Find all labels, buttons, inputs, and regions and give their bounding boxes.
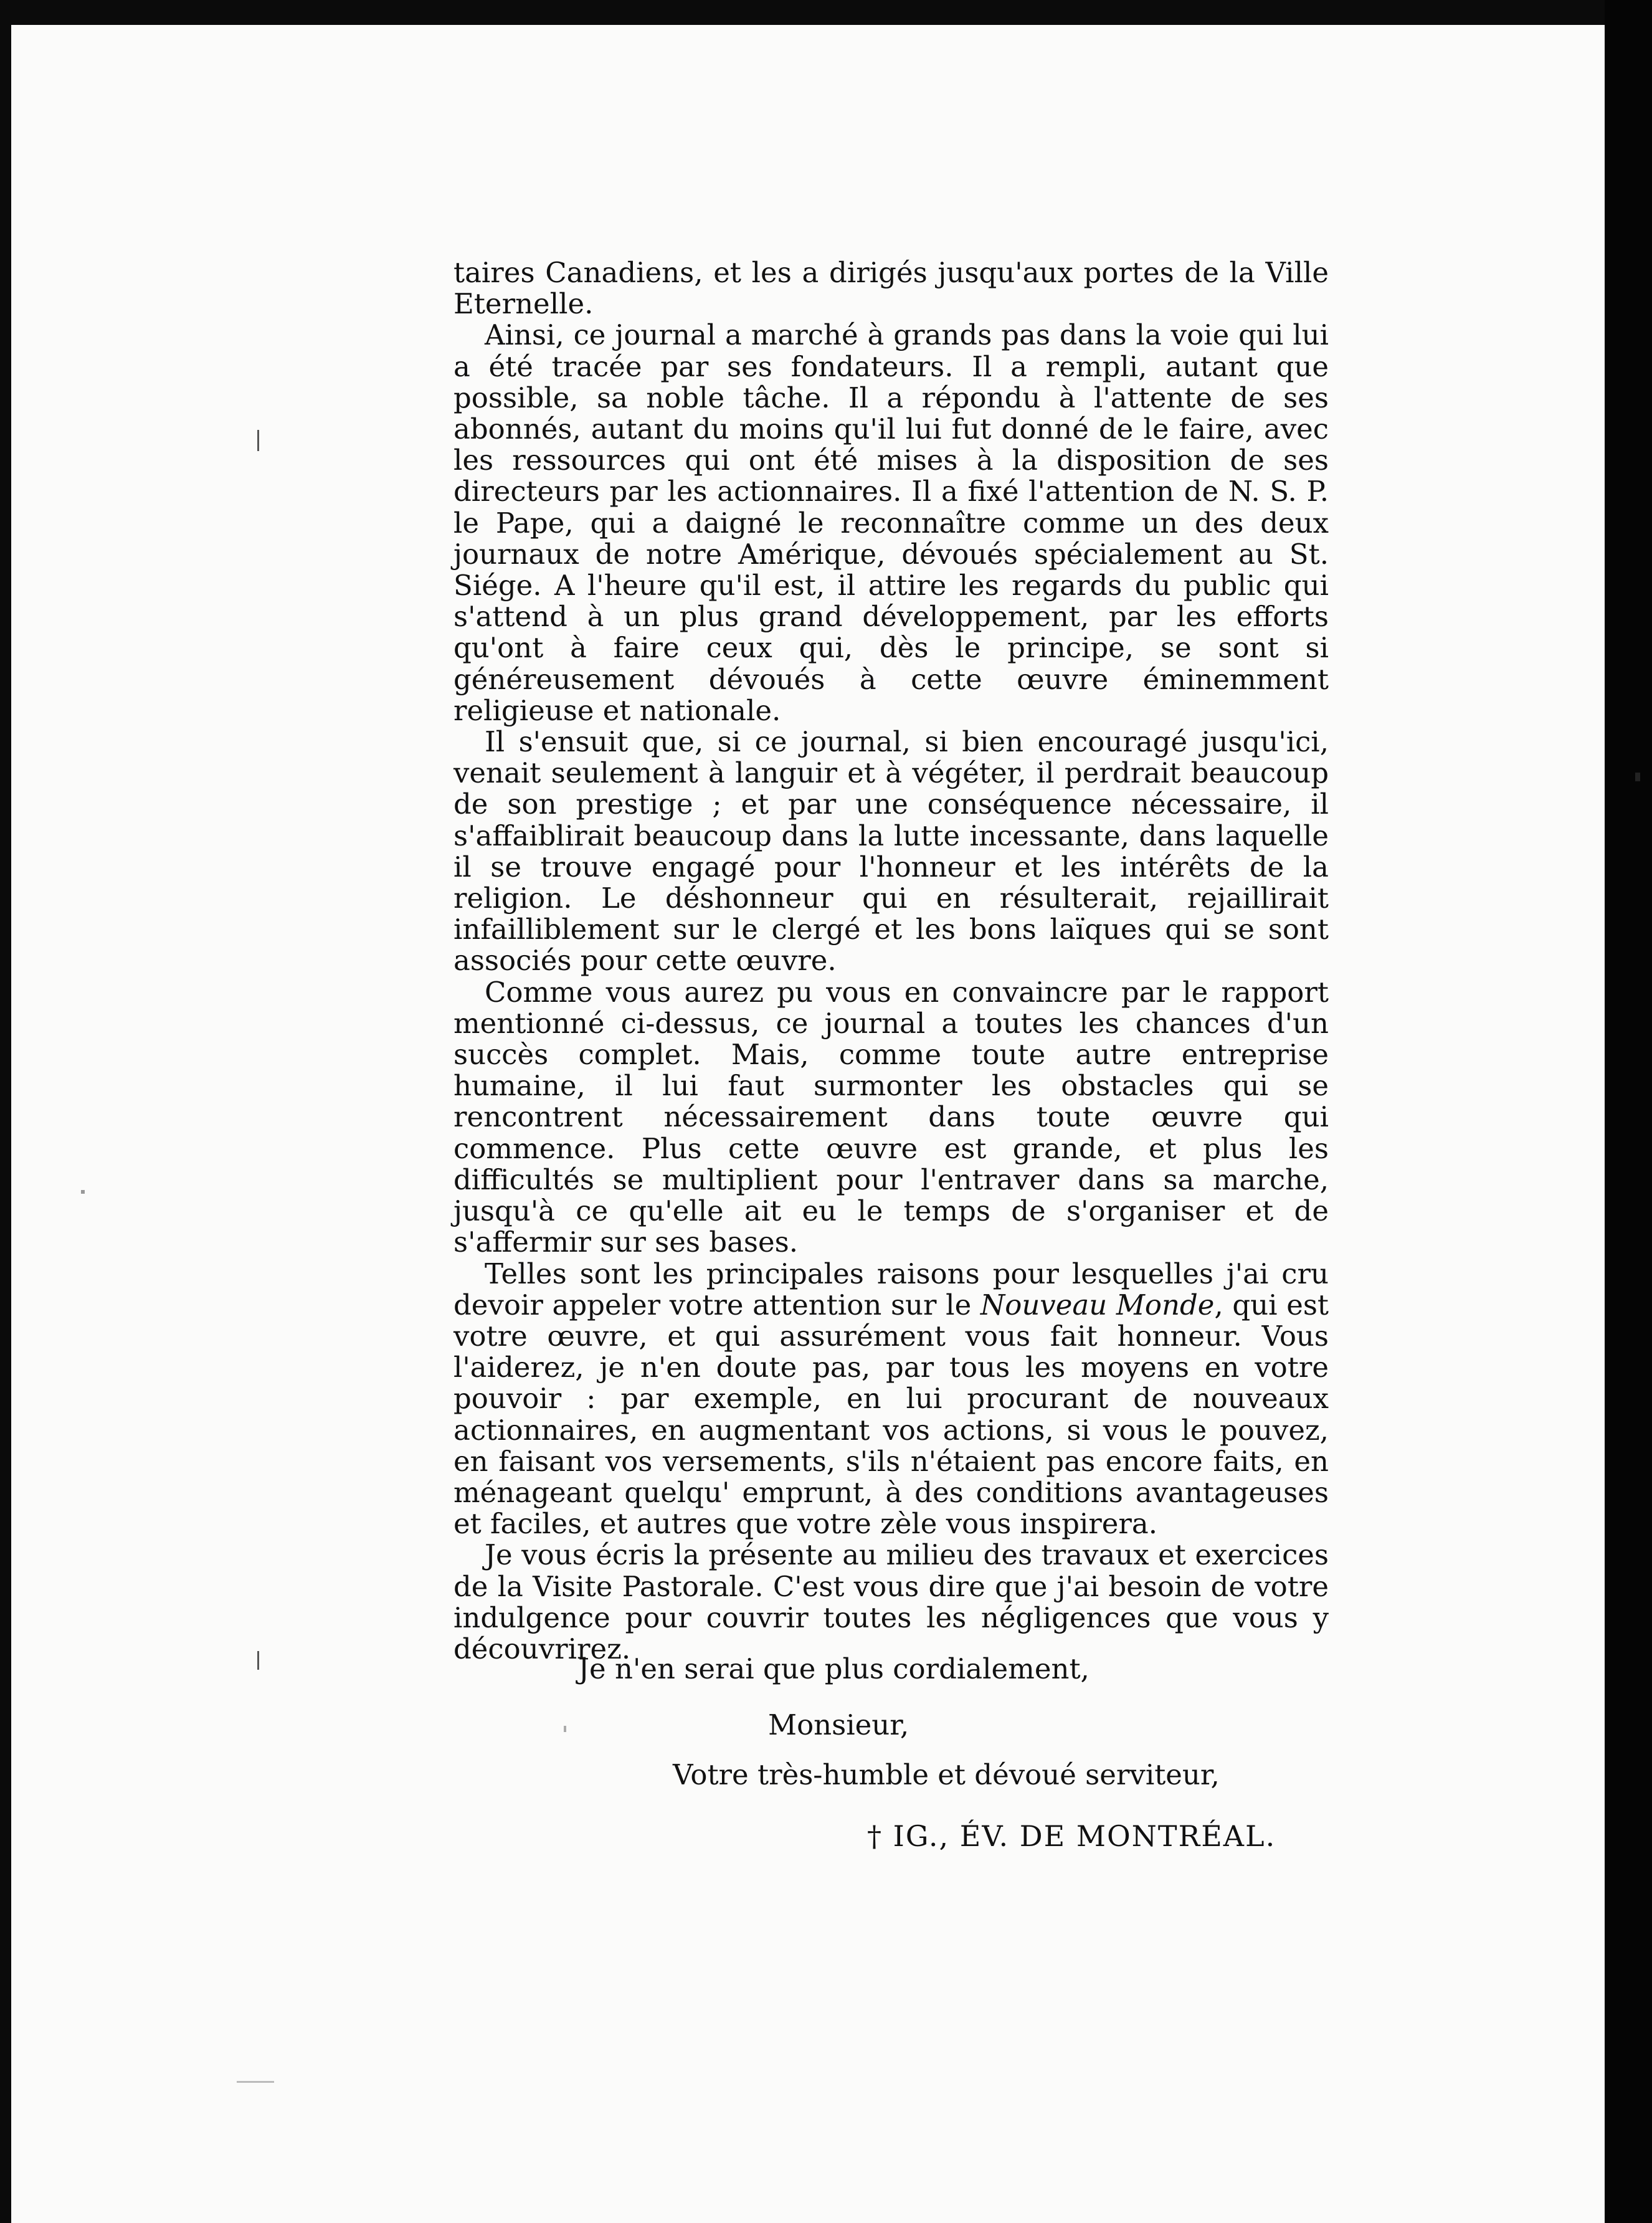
scan-speck: [1635, 773, 1640, 781]
salutation: Monsieur,: [768, 1708, 909, 1741]
paragraph-3: Il s'ensuit que, si ce journal, si bien encouragé jusqu'ici, venait seulement à languir et à végéter, il perdrait beaucoup de son prestige ; et par une conséquence nécessaire, il s'affaiblirait beaucoup dans la lutte incessante, dans laquelle il se trouve engagé pour l'honneur et les intérêts de la religion. Le déshonneur qui en résulterait, rejaillirait infailliblement sur le clergé et les bons laïques qui se sont associés pour cette œuvre.: [453, 725, 1329, 978]
paragraph-1: taires Canadiens, et les a dirigés jusqu'aux portes de la Ville Eternelle.: [453, 256, 1329, 321]
closing-line: Votre très-humble et dévoué serviteur,: [673, 1758, 1220, 1791]
letter-body: [453, 257, 1329, 1665]
scan-speck: [237, 2081, 274, 2083]
closing-line: Je n'en serai que plus cordialement,: [578, 1652, 1089, 1685]
scan-dark-edge: [1605, 0, 1652, 2223]
signature: † IG., ÉV. DE MONTRÉAL.: [867, 1819, 1276, 1853]
margin-mark: [257, 1651, 259, 1670]
paragraph-4: Comme vous aurez pu vous en convaincre par le rapport mentionné ci-dessus, ce journal a toutes les chances d'un succès complet. Mais, comme toute autre entreprise humaine, il lui faut surmonter les obstacles qui se rencontrent nécessairement dans toute œuvre qui commence. Plus cette œuvre est grande, et plus les difficultés se multiplient pour l'entraver dans sa marche, jusqu'à ce qu'elle ait eu le temps de s'organiser et de s'affermir sur ses bases.: [453, 975, 1329, 1259]
paragraph-5-text: Telles sont les principales raisons pour lesquelles j'ai cru devoir appeler votre attention sur le: [453, 1257, 1329, 1321]
margin-mark: [257, 430, 259, 451]
paragraph-5-text: , qui est votre œuvre, et qui assurément vous fait honneur. Vous l'aiderez, je n'en doute pas, par tous les moyens en votre pouvoir : par exemple, en lui procurant de nouveaux actionnaires, en augmentant vos actions, si vous le pouvez, en faisant vos versements, s'ils n'étaient pas encore faits, en ménageant quelqu' emprunt, à des conditions avantageuses et faciles, et autres que votre zèle vous inspirera.: [453, 1288, 1329, 1541]
scan-speck: [81, 1190, 85, 1194]
scan-speck: [564, 1726, 566, 1732]
paragraph-2: Ainsi, ce journal a marché à grands pas dans la voie qui lui a été tracée par ses fondateurs. Il a rempli, autant que possible, sa noble tâche. Il a répondu à l'attente de ses abonnés, autant du moins qu'il lui fut donné de le faire, avec les ressources qui ont été mises à la disposition de ses directeurs par les actionnaires. Il a fixé l'attention de N. S. P. le Pape, qui a daigné le reconnaître comme un des deux journaux de notre Amérique, dévoués spécialement au St. Siége. A l'heure qu'il est, il attire les regards du public qui s'attend à un plus grand développement, par les efforts qu'ont à faire ceux qui, dès le principe, se sont si généreusement dévoués à cette œuvre éminemment religieuse et nationale.: [453, 318, 1329, 727]
paragraph-6: Je vous écris la présente au milieu des travaux et exercices de la Visite Pastorale. C'est vous dire que j'ai besoin de votre indulgence pour couvrir toutes les négligences que vous y découvrirez.: [453, 1538, 1329, 1665]
paragraph-5: [453, 1259, 1329, 1540]
newspaper-title: Nouveau Monde: [980, 1288, 1215, 1321]
